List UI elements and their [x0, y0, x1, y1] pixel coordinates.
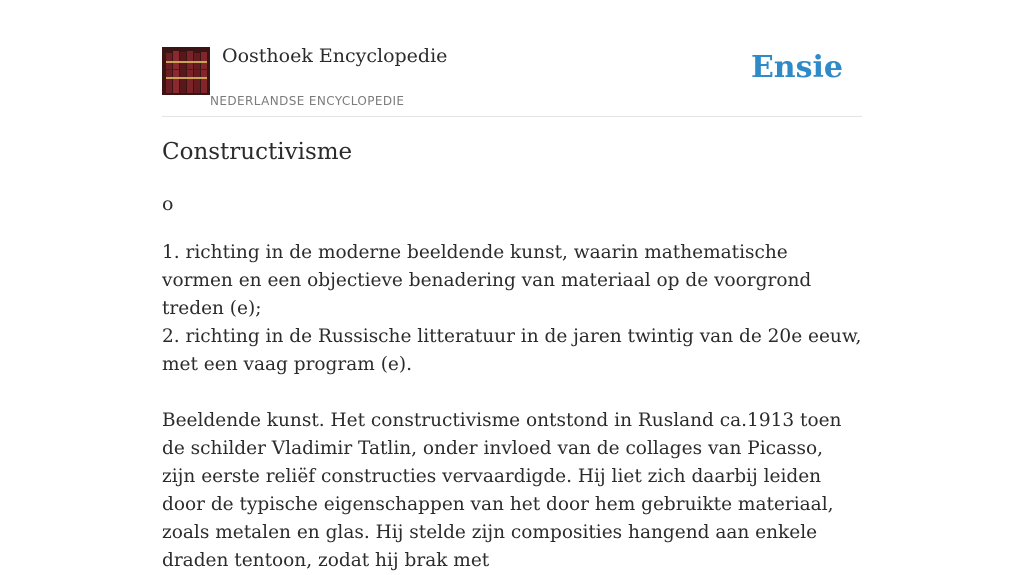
site-subtitle: NEDERLANDSE ENCYCLOPEDIE — [210, 94, 405, 108]
page — [162, 0, 862, 571]
definition-1: 1. richting in de moderne beeldende kunst, waarin mathematische vormen en een objectieve benadering van materiaal op de voorgrond treden (e); — [162, 242, 812, 319]
entry-body — [162, 239, 862, 575]
paragraph-1: Beeldende kunst. Het constructivisme ontstond in Rusland ca.1913 toen de schilder Vladimir Tatlin, onder invloed van de collages van Picasso, zijn eerste reliëf constructies vervaardigde. Hij liet zich daarbij leiden door de typische eigenschappen van het door hem gebruikte materiaal, zoals metalen en glas. Hij stelde zijn composities hangend aan enkele draden tentoon, zodat hij brak met — [162, 410, 842, 571]
encyclopedia-books-icon[interactable] — [162, 47, 210, 95]
paragraph-gap — [162, 379, 862, 407]
definition-2: 2. richting in de Russische litteratuur in de jaren twintig van de 20e eeuw, met een vaag program (e). — [162, 326, 862, 375]
site-header — [162, 0, 862, 117]
entry-title: Constructivisme — [162, 139, 353, 165]
brand-logo[interactable]: Ensie — [750, 50, 843, 85]
entry-gender: o — [162, 193, 174, 215]
site-title[interactable]: Oosthoek Encyclopedie — [222, 45, 448, 67]
